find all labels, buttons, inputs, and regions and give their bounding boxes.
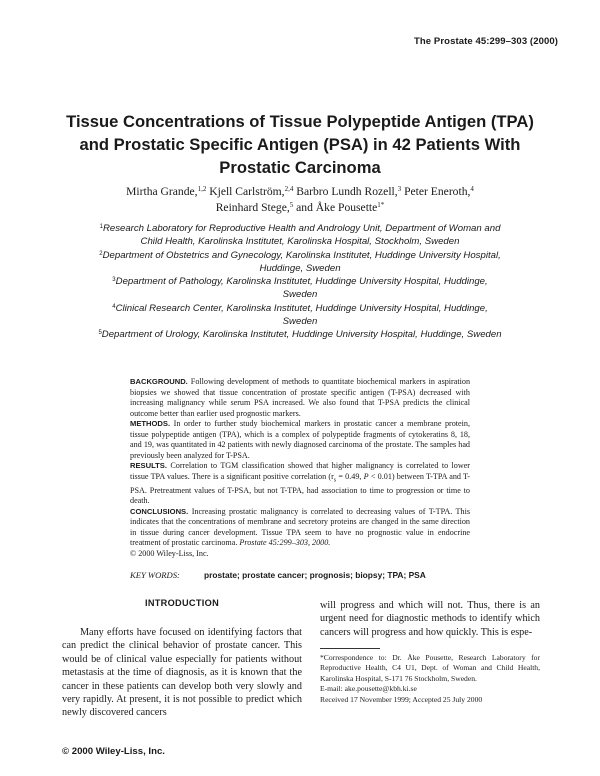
author-name: Peter Eneroth, [404, 185, 471, 198]
affiliation: $^3$Department of Pathology, Karolinska Institutet, Huddinge University Hospital, Huddinge, Sweden [112, 276, 488, 301]
author-affiliation-mark: 3 [397, 185, 402, 193]
body-paragraph: will progress and which will not. Thus, there is an urgent need for diagnostic methods to identify which cancers will progress and how quickly. This is espe- [320, 600, 540, 638]
keywords-values: prostate; prostate cancer; prognosis; biopsy; TPA; PSA [204, 570, 426, 580]
footer-copyright: © 2000 Wiley-Liss, Inc. [62, 746, 165, 757]
abstract-conclusions: CONCLUSIONS. Increasing prostatic malignancy is correlated to decreasing values of T-TPA. This indicates that the concentrations of membrane and secretory proteins are changed in the same direction in tissue during cancer development. Tissue TPA seem to have no prognostic value in endocrine treatment of prostatic carcinoma. Prostate 45:299–303, 2000. [130, 506, 471, 548]
author-affiliation-mark: 1,2 [197, 185, 207, 193]
keywords [130, 570, 426, 581]
author-list [70, 184, 530, 216]
author-affiliation-mark: 2,4 [284, 185, 294, 193]
footnote-divider [320, 648, 380, 649]
affiliation: $^5$Department of Urology, Karolinska Institutet, Huddinge University Hospital, Huddinge, Sweden [98, 329, 502, 341]
section-heading-introduction: INTRODUCTION [144, 598, 220, 608]
abstract-copyright: © 2000 Wiley-Liss, Inc. [130, 548, 209, 558]
citation: Prostate 45:299–303, 2000. [239, 538, 331, 548]
keywords-label: KEY WORDS: [130, 570, 180, 580]
body-column-right [320, 599, 540, 639]
author-affiliation-mark: 1* [377, 201, 385, 209]
author-name: Barbro Lundh Rozell, [296, 185, 398, 198]
article-title: Tissue Concentrations of Tissue Polypeptide Antigen (TPA) and Prostatic Specific Antigen (PSA) in 42 Patients With Prostatic Carcinoma [66, 112, 534, 177]
abstract-background: BACKGROUND. Following development of methods to quantitate biochemical markers in aspiration biopsies we showed that tissue concentration of prostate specific antigen (T-PSA) decreased with increasing malignancy while serum PSA increased. We also found that T-PSA predicts the clinical outcome better than earlier used prognostic markers. [130, 377, 471, 418]
correspondence-email: E-mail: ake.pousette@kbh.ki.se [320, 684, 417, 694]
affiliation: $^4$Clinical Research Center, Karolinska Institutet, Huddinge University Hospital, Huddinge, Sweden [112, 302, 488, 328]
author-name: and Åke Pousette [296, 201, 378, 214]
author-name: Mirtha Grande, [126, 185, 198, 198]
abstract-methods: METHODS. In order to further study biochemical markers in prostatic cancer a membrane protein, tissue polypeptide antigen (TPA), which is a complex of polypeptide fragments of cytokeratins 8, 18, and 19, was quantitated in 42 patients with newly diagnosed carcinoma of the prostate. The samples had previously been analyzed for T-PSA. [130, 419, 471, 460]
affiliation: $^1$Research Laboratory for Reproductive Health and Andrology Unit, Department of Woman and Child Health, Karolinska Institutet, Karolinska Hospital, Stockholm, Sweden [99, 223, 501, 248]
author-affiliation-mark: 4 [470, 185, 474, 193]
author-affiliation-mark: 5 [289, 201, 294, 209]
received-dates: Received 17 November 1999; Accepted 25 July 2000 [320, 694, 483, 704]
journal-reference: The Prostate 45:299–303 (2000) [414, 36, 558, 47]
affiliation: $^2$Department of Obstetrics and Gynecology, Karolinska Institutet, Huddinge University Hospital, Huddinge, Sweden [99, 249, 501, 274]
author-name: Reinhard Stege, [215, 201, 290, 214]
body-paragraph: Many efforts have focused on identifying factors that can predict the clinical behavior of prostate cancer. This would be of clinical value especially for patients without metastasis at the time of diagnosis, as it is known that the cancer in these patients can develop both very slowly and very rapidly. At present, it is not possible to predict which newly discovered cancers [62, 627, 302, 719]
abstract [130, 377, 470, 559]
abstract-results: RESULTS. Correlation to TGM classification showed that higher malignancy is correlated to lower tissue TPA values. There is a significant positive correlation ($r_s = 0.49$, P < 0.01) between T-TPA and T-PSA. Pretreatment values of T-PSA, but not T-TPA, had association to time to progression or time to death. [130, 461, 471, 506]
author-name: Kjell Carlström, [209, 185, 285, 198]
correspondence-footnote: *Correspondence to: Dr. Åke Pousette, Research Laboratory for Reproductive Health, C4 U1, Dept. of Woman and Child Health, Karolinska Hospital, S-171 76 Stockholm, Sweden. E-mail: ake.pousette@kbh.ki.se Received 17 November 1999; Accepted 25 July 2000 [320, 653, 540, 704]
affiliation-list [95, 222, 505, 342]
body-column-left [62, 626, 302, 720]
